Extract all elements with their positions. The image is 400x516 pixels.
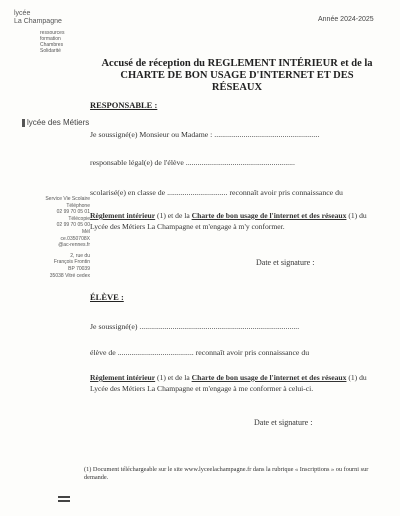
eleve-class-field[interactable]: élève de ....................................... reconnaît avoir pris connaissance du — [90, 348, 310, 357]
contact-line: @ac-rennes.fr — [58, 242, 90, 249]
contact-line: 02 99 70 05 01 — [56, 209, 90, 216]
contact-line: Télécopie — [68, 215, 90, 222]
responsable-name-field[interactable]: Je soussigné(e) Monsieur ou Madame : ...................................................... — [90, 130, 320, 139]
eleve-signature: Date et signature : — [254, 418, 313, 427]
eleve-heading: ÉLÈVE : — [90, 292, 124, 302]
contact-line: 02 99 70 05 00 — [56, 222, 90, 229]
title-line1: Accusé de réception du REGLEMENT INTÉRIEUR et de la — [101, 58, 373, 69]
responsable-heading: RESPONSABLE : — [90, 100, 158, 110]
charter-link: Charte de bon usage de l'internet et des réseaux — [191, 211, 347, 220]
header-small-3: Chambres — [40, 42, 64, 48]
contact-line: BP 70039 — [68, 265, 90, 272]
document-title — [96, 58, 378, 94]
responsable-legal-field[interactable]: responsable légal(e) de l'élève ........................................................ — [90, 158, 295, 167]
school-header — [14, 10, 84, 54]
school-logo — [22, 118, 89, 127]
header-small-4: Solidarité — [40, 48, 61, 54]
stamp-icon — [58, 496, 70, 506]
responsable-signature: Date et signature : — [256, 258, 315, 267]
header-small-1: ressources — [40, 30, 65, 36]
contact-line: ce.0350708X — [60, 235, 90, 242]
title-line2: CHARTE DE BON USAGE D'INTERNET ET DES RÉSEAUX — [120, 70, 354, 93]
header-small-2: formation — [40, 36, 61, 42]
footnote: (1) Document téléchargeable sur le site www.lyceelachampagne.fr dans la rubrique « Inscriptions » ou fourni sur demande. — [84, 466, 369, 481]
contact-line: Téléphone — [66, 202, 90, 209]
school-year: Année 2024-2025 — [318, 16, 374, 23]
para-text: (1) du Lycée des Métiers La Champagne et m'engage à me conformer à celui-ci. — [90, 373, 367, 393]
logo-mark-icon — [22, 119, 25, 127]
contact-line: Mél — [81, 228, 90, 235]
para-text: (1) et de la — [155, 373, 192, 382]
rule-link: Règlement intérieur — [90, 373, 156, 382]
responsable-class-field[interactable]: scolarisé(e) en classe de ............................... reconnaît avoir pris connaissance du — [90, 188, 343, 197]
charter-link: Charte de bon usage de l'internet et des réseaux — [191, 373, 347, 382]
rule-link: Règlement intérieur — [90, 211, 156, 220]
eleve-acknowledgement — [90, 372, 372, 394]
logo-text: lycée des Métiers — [27, 118, 90, 127]
contact-block — [8, 196, 90, 279]
contact-line: 2, rue du — [70, 252, 90, 259]
contact-line: François Frontin — [53, 259, 90, 266]
contact-line: Service Vie Scolaire — [45, 196, 90, 202]
responsable-acknowledgement — [90, 210, 372, 232]
school-name-line1: lycée — [14, 10, 31, 17]
school-name-line2: La Champagne — [14, 18, 62, 25]
para-text: (1) et de la — [155, 211, 192, 220]
eleve-name-field[interactable]: Je soussigné(e) .................................................................................. — [90, 322, 300, 331]
para-text: (1) du Lycée des Métiers La Champagne et m'engage à m'y conformer. — [90, 211, 367, 231]
contact-line: 35038 Vitré cedex — [49, 272, 90, 279]
